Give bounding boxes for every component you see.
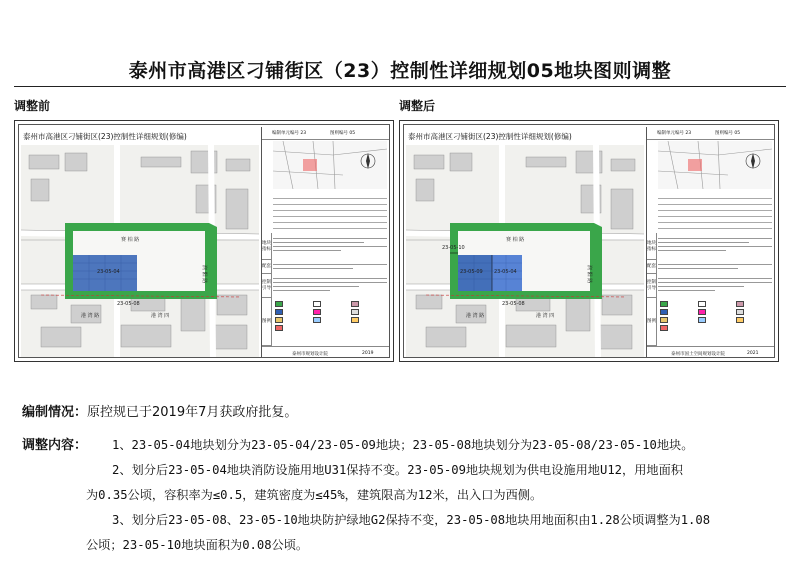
parcel-label: 23-05-04 <box>97 269 120 275</box>
parcel-label: 23-05-08 <box>502 301 525 307</box>
road-label: 港 湾 路 <box>466 313 485 319</box>
side-label: 配套 <box>647 259 657 274</box>
minimap-drawing <box>658 141 772 189</box>
panel-header <box>647 127 775 140</box>
side-label: 配套 <box>262 259 272 274</box>
side-label: 地块指标 <box>647 233 657 260</box>
before-label: 调整前 <box>14 99 51 113</box>
location-minimap <box>273 141 387 189</box>
minimap-drawing <box>273 141 387 189</box>
footer-year: 2019 <box>362 351 374 356</box>
side-label: 图例 <box>262 297 272 346</box>
side-label: 地块指标 <box>262 233 272 260</box>
panel-header <box>262 127 390 140</box>
edit-status-label: 编制情况： <box>22 405 88 420</box>
info-panel <box>646 127 775 358</box>
footer-org: 泰州市国土空间规划设计院 <box>671 352 725 357</box>
plan-map <box>21 145 259 358</box>
plan-map <box>406 145 644 358</box>
before-plan-sheet <box>14 120 394 362</box>
map-legend <box>273 299 387 343</box>
parcel-label: 23-05-09 <box>460 269 483 275</box>
page-title: 泰州市高港区刁铺街区（23）控制性详细规划05地块图则调整 <box>128 60 672 82</box>
location-minimap <box>658 141 772 189</box>
side-label: 控制引导 <box>262 273 272 298</box>
adjustment-item: 3、划分后23-05-08、23-05-10地块防护绿地G2保持不变，23-05-08地块用地面积由1.28公顷调整为1.08 <box>112 513 711 527</box>
road-label: 赛 柏 路 <box>121 237 140 243</box>
map-no: 图则编号 05 <box>715 131 741 136</box>
map-drawing <box>21 145 259 358</box>
sheet-title: 泰州市高港区刁铺街区(23)控制性详细规划(修编) <box>408 132 572 141</box>
road-label: 润 阳 路 <box>586 265 592 284</box>
road-label: 赛 柏 路 <box>506 237 525 243</box>
sheet-title: 泰州市高港区刁铺街区(23)控制性详细规划(修编) <box>23 132 187 141</box>
road-label: 润 阳 路 <box>201 265 207 284</box>
footer-year: 2021 <box>747 351 759 356</box>
adjustment-item: 公顷；23-05-10地块面积为0.08公顷。 <box>86 538 309 552</box>
map-drawing <box>406 145 644 358</box>
edit-status <box>22 401 297 420</box>
side-label: 控制引导 <box>647 273 657 298</box>
road-label: 港 湾 四 <box>536 313 555 319</box>
map-legend <box>658 299 772 343</box>
parcel-label: 23-05-04 <box>494 269 517 275</box>
panel-footer <box>262 346 390 358</box>
road-label: 港 湾 路 <box>81 313 100 319</box>
adjustments-label: 调整内容： <box>22 438 88 453</box>
info-panel <box>261 127 390 358</box>
edit-status-text: 原控规已于2019年7月获政府批复。 <box>87 405 298 420</box>
map-no: 图则编号 05 <box>330 131 356 136</box>
road-label: 港 湾 四 <box>151 313 170 319</box>
after-plan-sheet <box>399 120 779 362</box>
parcel-label: 23-05-08 <box>117 301 140 307</box>
adjustment-item: 1、23-05-04地块划分为23-05-04/23-05-09地块；23-05-08地块划分为23-05-08/23-05-10地块。 <box>112 438 694 452</box>
panel-footer <box>647 346 775 358</box>
title-divider <box>14 86 786 87</box>
indicator-table <box>658 193 772 231</box>
adjustment-item: 2、划分后23-05-04地块消防设施用地U31保持不变。23-05-09地块规划为供电设施用地U12，用地面积 <box>112 463 683 477</box>
footer-org: 泰州市规划设计院 <box>292 352 328 357</box>
sheet-no: 编制单元编号 23 <box>657 131 692 136</box>
sheet-no: 编制单元编号 23 <box>272 131 307 136</box>
indicator-table <box>273 193 387 231</box>
adjustment-item: 为0.35公顷，容积率为≤0.5，建筑密度为≤45%，建筑限高为12米，出入口为西侧。 <box>86 488 543 502</box>
after-label: 调整后 <box>399 99 436 113</box>
parcel-label: 23-05-10 <box>442 245 465 251</box>
side-label: 图例 <box>647 297 657 346</box>
